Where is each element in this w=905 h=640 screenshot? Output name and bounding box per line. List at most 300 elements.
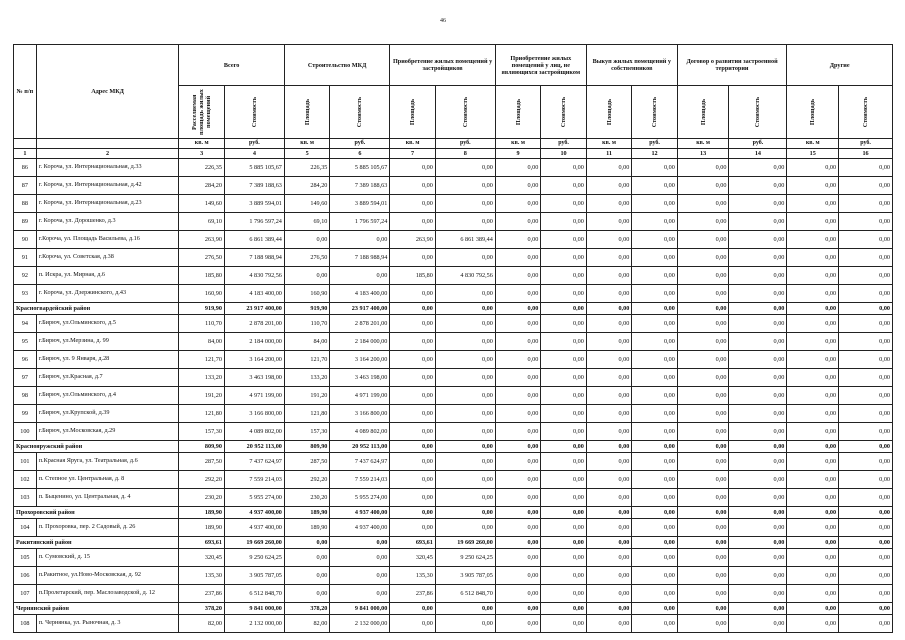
value-cell: 6 512 848,70 xyxy=(435,585,495,603)
value-cell: 4 830 792,56 xyxy=(435,267,495,285)
value-cell: 189,90 xyxy=(284,507,329,519)
value-cell: 0,00 xyxy=(677,549,729,567)
value-cell: 4 937 400,00 xyxy=(224,507,284,519)
value-cell: 0,00 xyxy=(541,267,586,285)
value-cell: 23 917 400,00 xyxy=(224,303,284,315)
value-cell: 0,00 xyxy=(330,537,390,549)
table-row xyxy=(14,549,893,567)
value-cell: 7 389 188,63 xyxy=(330,177,390,195)
value-cell: 0,00 xyxy=(390,333,435,351)
value-cell: 0,00 xyxy=(729,519,787,537)
value-cell: 0,00 xyxy=(541,471,586,489)
district-name: Ракитянский район xyxy=(14,537,179,549)
value-cell: 0,00 xyxy=(541,231,586,249)
value-cell: 0,00 xyxy=(787,231,839,249)
value-cell: 0,00 xyxy=(284,231,329,249)
value-cell: 149,60 xyxy=(284,195,329,213)
value-cell: 185,80 xyxy=(179,267,224,285)
header-area: Площадь xyxy=(284,86,329,139)
value-cell: 0,00 xyxy=(787,489,839,507)
value-cell: 0,00 xyxy=(632,333,678,351)
value-cell: 0,00 xyxy=(632,231,678,249)
value-cell: 0,00 xyxy=(787,267,839,285)
value-cell: 0,00 xyxy=(541,615,586,633)
value-cell: 0,00 xyxy=(495,267,540,285)
address-cell: г.Короча, ул. Площадь Васильева, д.16 xyxy=(36,231,179,249)
header-cost: Стоимость xyxy=(224,86,284,139)
value-cell: 0,00 xyxy=(632,387,678,405)
value-cell: 0,00 xyxy=(632,453,678,471)
unit-label: руб. xyxy=(839,139,893,149)
value-cell: 263,90 xyxy=(390,231,435,249)
column-number: 13 xyxy=(677,149,729,159)
value-cell: 0,00 xyxy=(677,159,729,177)
value-cell: 0,00 xyxy=(787,369,839,387)
header-area: Площадь xyxy=(586,86,631,139)
value-cell: 0,00 xyxy=(839,387,893,405)
header-cost: Стоимость xyxy=(330,86,390,139)
value-cell: 0,00 xyxy=(729,507,787,519)
value-cell: 0,00 xyxy=(435,507,495,519)
value-cell: 9 841 000,00 xyxy=(330,603,390,615)
value-cell: 19 669 260,00 xyxy=(224,537,284,549)
column-number: 3 xyxy=(179,149,224,159)
value-cell: 6 861 389,44 xyxy=(435,231,495,249)
value-cell: 0,00 xyxy=(729,267,787,285)
value-cell: 4 937 400,00 xyxy=(224,519,284,537)
table-row xyxy=(14,519,893,537)
value-cell: 263,90 xyxy=(179,231,224,249)
value-cell: 237,86 xyxy=(390,585,435,603)
value-cell: 0,00 xyxy=(495,195,540,213)
value-cell: 0,00 xyxy=(729,315,787,333)
value-cell: 2 878 201,00 xyxy=(330,315,390,333)
district-subtotal-row xyxy=(14,441,893,453)
value-cell: 7 437 624,97 xyxy=(224,453,284,471)
row-number: 86 xyxy=(14,159,37,177)
value-cell: 0,00 xyxy=(632,351,678,369)
value-cell: 0,00 xyxy=(677,303,729,315)
value-cell: 0,00 xyxy=(390,519,435,537)
value-cell: 0,00 xyxy=(677,441,729,453)
unit-label: руб. xyxy=(632,139,678,149)
value-cell: 0,00 xyxy=(541,213,586,231)
value-cell: 0,00 xyxy=(677,333,729,351)
value-cell: 110,70 xyxy=(179,315,224,333)
value-cell: 0,00 xyxy=(586,333,631,351)
value-cell: 0,00 xyxy=(495,585,540,603)
value-cell: 0,00 xyxy=(839,567,893,585)
value-cell: 5 955 274,00 xyxy=(330,489,390,507)
value-cell: 0,00 xyxy=(839,303,893,315)
unit-label: кв. м xyxy=(677,139,729,149)
column-number: 7 xyxy=(390,149,435,159)
value-cell: 0,00 xyxy=(390,441,435,453)
page-number: 46 xyxy=(440,18,446,24)
row-number: 87 xyxy=(14,177,37,195)
value-cell: 3 463 198,00 xyxy=(330,369,390,387)
row-number: 106 xyxy=(14,567,37,585)
value-cell: 809,90 xyxy=(179,441,224,453)
address-cell: п. Искра, ул. Мирная, д.6 xyxy=(36,267,179,285)
value-cell: 0,00 xyxy=(677,585,729,603)
address-cell: г.Бирюч, ул. 9 Января, д.28 xyxy=(36,351,179,369)
value-cell: 230,20 xyxy=(179,489,224,507)
value-cell: 82,00 xyxy=(179,615,224,633)
value-cell: 5 955 274,00 xyxy=(224,489,284,507)
row-number: 107 xyxy=(14,585,37,603)
value-cell: 0,00 xyxy=(495,615,540,633)
value-cell: 0,00 xyxy=(677,519,729,537)
value-cell: 189,90 xyxy=(179,507,224,519)
value-cell: 0,00 xyxy=(729,195,787,213)
value-cell: 121,80 xyxy=(284,405,329,423)
address-cell: п. Сумовский, д. 15 xyxy=(36,549,179,567)
value-cell: 0,00 xyxy=(787,213,839,231)
address-cell: п. Степное ул. Центральная, д. 8 xyxy=(36,471,179,489)
value-cell: 9 250 624,25 xyxy=(224,549,284,567)
header-group-development-agreement: Договор о развитии застроенной территории xyxy=(677,45,787,86)
unit-label: руб. xyxy=(541,139,586,149)
value-cell: 0,00 xyxy=(839,285,893,303)
address-cell: п. Прохоровка, пер. 2 Садовый, д. 26 xyxy=(36,519,179,537)
row-number: 100 xyxy=(14,423,37,441)
district-subtotal-row xyxy=(14,603,893,615)
value-cell: 0,00 xyxy=(677,285,729,303)
address-cell: г.Бирюч, ул.Ольминского, д.5 xyxy=(36,315,179,333)
value-cell: 4 937 400,00 xyxy=(330,519,390,537)
value-cell: 0,00 xyxy=(839,441,893,453)
table-row xyxy=(14,471,893,489)
value-cell: 3 889 594,01 xyxy=(224,195,284,213)
value-cell: 0,00 xyxy=(390,159,435,177)
value-cell: 0,00 xyxy=(541,177,586,195)
value-cell: 1 796 597,24 xyxy=(330,213,390,231)
value-cell: 0,00 xyxy=(586,267,631,285)
column-number: 15 xyxy=(787,149,839,159)
column-numbers-row xyxy=(14,149,893,159)
value-cell: 0,00 xyxy=(435,603,495,615)
value-cell: 2 184 000,00 xyxy=(224,333,284,351)
value-cell: 121,70 xyxy=(284,351,329,369)
header-cost: Стоимость xyxy=(435,86,495,139)
value-cell: 5 885 105,67 xyxy=(224,159,284,177)
value-cell: 0,00 xyxy=(495,453,540,471)
value-cell: 4 971 199,00 xyxy=(330,387,390,405)
value-cell: 0,00 xyxy=(839,351,893,369)
value-cell: 0,00 xyxy=(632,249,678,267)
value-cell: 3 905 787,05 xyxy=(435,567,495,585)
value-cell: 84,00 xyxy=(284,333,329,351)
row-number: 102 xyxy=(14,471,37,489)
value-cell: 0,00 xyxy=(729,489,787,507)
value-cell: 0,00 xyxy=(390,489,435,507)
value-cell: 0,00 xyxy=(632,267,678,285)
value-cell: 3 166 800,00 xyxy=(224,405,284,423)
value-cell: 0,00 xyxy=(787,405,839,423)
address-cell: г. Короча, ул. Дорошенко, д.3 xyxy=(36,213,179,231)
table-row xyxy=(14,615,893,633)
value-cell: 0,00 xyxy=(586,537,631,549)
value-cell: 0,00 xyxy=(541,195,586,213)
value-cell: 0,00 xyxy=(330,585,390,603)
value-cell: 919,90 xyxy=(284,303,329,315)
value-cell: 0,00 xyxy=(586,195,631,213)
address-cell: г.Бирюч, ул.Ольминского, д.4 xyxy=(36,387,179,405)
value-cell: 191,20 xyxy=(284,387,329,405)
value-cell: 0,00 xyxy=(541,519,586,537)
value-cell: 693,61 xyxy=(179,537,224,549)
value-cell: 0,00 xyxy=(495,603,540,615)
value-cell: 0,00 xyxy=(729,177,787,195)
row-number: 90 xyxy=(14,231,37,249)
value-cell: 0,00 xyxy=(632,471,678,489)
value-cell: 0,00 xyxy=(787,177,839,195)
value-cell: 0,00 xyxy=(495,285,540,303)
value-cell: 0,00 xyxy=(677,537,729,549)
value-cell: 0,00 xyxy=(541,369,586,387)
address-cell: г.Короча, ул. Советская, д.38 xyxy=(36,249,179,267)
value-cell: 0,00 xyxy=(586,249,631,267)
value-cell: 0,00 xyxy=(390,423,435,441)
value-cell: 0,00 xyxy=(586,285,631,303)
value-cell: 0,00 xyxy=(677,231,729,249)
table-row xyxy=(14,177,893,195)
district-name: Прохоровский район xyxy=(14,507,179,519)
value-cell: 292,20 xyxy=(284,471,329,489)
value-cell: 0,00 xyxy=(495,549,540,567)
value-cell: 0,00 xyxy=(284,549,329,567)
table-row xyxy=(14,585,893,603)
value-cell: 0,00 xyxy=(495,351,540,369)
value-cell: 4 183 400,00 xyxy=(224,285,284,303)
value-cell: 287,50 xyxy=(179,453,224,471)
value-cell: 149,60 xyxy=(179,195,224,213)
value-cell: 135,30 xyxy=(179,567,224,585)
value-cell: 0,00 xyxy=(541,603,586,615)
value-cell: 0,00 xyxy=(839,249,893,267)
value-cell: 0,00 xyxy=(586,315,631,333)
value-cell: 0,00 xyxy=(632,585,678,603)
value-cell: 0,00 xyxy=(586,507,631,519)
value-cell: 0,00 xyxy=(632,285,678,303)
value-cell: 0,00 xyxy=(787,549,839,567)
value-cell: 189,90 xyxy=(179,519,224,537)
value-cell: 0,00 xyxy=(787,159,839,177)
value-cell: 0,00 xyxy=(541,453,586,471)
value-cell: 0,00 xyxy=(787,441,839,453)
address-cell: п.Ракитное, ул.Ново-Московская, д. 92 xyxy=(36,567,179,585)
value-cell: 0,00 xyxy=(586,213,631,231)
value-cell: 0,00 xyxy=(541,387,586,405)
value-cell: 0,00 xyxy=(495,315,540,333)
table-row xyxy=(14,333,893,351)
value-cell: 7 389 188,63 xyxy=(224,177,284,195)
value-cell: 4 089 802,00 xyxy=(224,423,284,441)
value-cell: 4 089 802,00 xyxy=(330,423,390,441)
value-cell: 0,00 xyxy=(330,267,390,285)
table-row xyxy=(14,489,893,507)
value-cell: 0,00 xyxy=(390,615,435,633)
value-cell: 4 971 199,00 xyxy=(224,387,284,405)
value-cell: 276,50 xyxy=(284,249,329,267)
district-subtotal-row xyxy=(14,537,893,549)
value-cell: 0,00 xyxy=(729,351,787,369)
value-cell: 0,00 xyxy=(632,537,678,549)
unit-label: руб. xyxy=(729,139,787,149)
row-number: 98 xyxy=(14,387,37,405)
value-cell: 0,00 xyxy=(787,285,839,303)
value-cell: 0,00 xyxy=(839,603,893,615)
value-cell: 0,00 xyxy=(729,537,787,549)
value-cell: 0,00 xyxy=(729,453,787,471)
value-cell: 0,00 xyxy=(677,567,729,585)
value-cell: 0,00 xyxy=(677,471,729,489)
value-cell: 0,00 xyxy=(729,441,787,453)
value-cell: 0,00 xyxy=(839,453,893,471)
value-cell: 0,00 xyxy=(586,177,631,195)
value-cell: 0,00 xyxy=(632,441,678,453)
value-cell: 0,00 xyxy=(787,195,839,213)
value-cell: 0,00 xyxy=(586,303,631,315)
value-cell: 157,30 xyxy=(284,423,329,441)
value-cell: 0,00 xyxy=(435,333,495,351)
value-cell: 0,00 xyxy=(495,471,540,489)
value-cell: 0,00 xyxy=(729,471,787,489)
value-cell: 0,00 xyxy=(729,213,787,231)
value-cell: 230,20 xyxy=(284,489,329,507)
value-cell: 226,35 xyxy=(284,159,329,177)
value-cell: 0,00 xyxy=(586,603,631,615)
value-cell: 0,00 xyxy=(632,519,678,537)
value-cell: 69,10 xyxy=(179,213,224,231)
value-cell: 0,00 xyxy=(839,423,893,441)
value-cell: 121,80 xyxy=(179,405,224,423)
value-cell: 0,00 xyxy=(787,351,839,369)
value-cell: 0,00 xyxy=(729,603,787,615)
value-cell: 284,20 xyxy=(284,177,329,195)
value-cell: 0,00 xyxy=(677,615,729,633)
value-cell: 0,00 xyxy=(787,585,839,603)
value-cell: 0,00 xyxy=(632,567,678,585)
table-row xyxy=(14,369,893,387)
value-cell: 0,00 xyxy=(495,333,540,351)
district-subtotal-row xyxy=(14,303,893,315)
value-cell: 0,00 xyxy=(541,315,586,333)
value-cell: 0,00 xyxy=(541,285,586,303)
address-cell: п.Пролетарский, пер. Маслозаводской, д. 12 xyxy=(36,585,179,603)
unit-label: кв. м xyxy=(787,139,839,149)
value-cell: 0,00 xyxy=(632,489,678,507)
value-cell: 0,00 xyxy=(390,213,435,231)
district-name: Чернянский район xyxy=(14,603,179,615)
value-cell: 6 861 389,44 xyxy=(224,231,284,249)
row-number: 94 xyxy=(14,315,37,333)
value-cell: 3 164 200,00 xyxy=(330,351,390,369)
address-cell: г.Бирюч, ул.Красная, д.7 xyxy=(36,369,179,387)
table-row xyxy=(14,267,893,285)
value-cell: 0,00 xyxy=(435,159,495,177)
value-cell: 0,00 xyxy=(541,423,586,441)
value-cell: 0,00 xyxy=(390,387,435,405)
value-cell: 0,00 xyxy=(586,441,631,453)
row-number: 101 xyxy=(14,453,37,471)
value-cell: 0,00 xyxy=(541,507,586,519)
value-cell: 0,00 xyxy=(729,333,787,351)
value-cell: 0,00 xyxy=(390,507,435,519)
header-cost: Стоимость xyxy=(729,86,787,139)
value-cell: 693,61 xyxy=(390,537,435,549)
value-cell: 0,00 xyxy=(541,489,586,507)
address-cell: п. Быценино, ул. Центральная, д. 4 xyxy=(36,489,179,507)
value-cell: 0,00 xyxy=(729,249,787,267)
table-body xyxy=(14,159,893,633)
value-cell: 9 250 624,25 xyxy=(435,549,495,567)
value-cell: 292,20 xyxy=(179,471,224,489)
header-address: Адрес МКД xyxy=(36,45,179,139)
value-cell: 121,70 xyxy=(179,351,224,369)
column-number: 4 xyxy=(224,149,284,159)
value-cell: 0,00 xyxy=(677,351,729,369)
table-row xyxy=(14,285,893,303)
value-cell: 0,00 xyxy=(495,369,540,387)
value-cell: 0,00 xyxy=(632,315,678,333)
header-group-nondeveloper-purchase: Приобретение жилых помещений у лиц, не являющихся застройщиком xyxy=(495,45,586,86)
value-cell: 0,00 xyxy=(677,195,729,213)
value-cell: 0,00 xyxy=(495,177,540,195)
unit-label: кв. м xyxy=(495,139,540,149)
value-cell: 0,00 xyxy=(586,615,631,633)
value-cell: 0,00 xyxy=(787,471,839,489)
header-area: Площадь xyxy=(787,86,839,139)
value-cell: 157,30 xyxy=(179,423,224,441)
value-cell: 0,00 xyxy=(390,195,435,213)
value-cell: 133,20 xyxy=(284,369,329,387)
value-cell: 4 183 400,00 xyxy=(330,285,390,303)
value-cell: 19 669 260,00 xyxy=(435,537,495,549)
row-number: 89 xyxy=(14,213,37,231)
value-cell: 0,00 xyxy=(586,549,631,567)
value-cell: 0,00 xyxy=(632,177,678,195)
value-cell: 191,20 xyxy=(179,387,224,405)
value-cell: 0,00 xyxy=(729,423,787,441)
table-row xyxy=(14,159,893,177)
table-row xyxy=(14,423,893,441)
value-cell: 133,20 xyxy=(179,369,224,387)
value-cell: 0,00 xyxy=(541,537,586,549)
row-number: 95 xyxy=(14,333,37,351)
value-cell: 0,00 xyxy=(787,453,839,471)
value-cell: 4 937 400,00 xyxy=(330,507,390,519)
row-number: 96 xyxy=(14,351,37,369)
table-row xyxy=(14,195,893,213)
value-cell: 0,00 xyxy=(435,315,495,333)
value-cell: 0,00 xyxy=(390,285,435,303)
value-cell: 0,00 xyxy=(435,303,495,315)
value-cell: 2 184 000,00 xyxy=(330,333,390,351)
value-cell: 135,30 xyxy=(390,567,435,585)
column-number: 14 xyxy=(729,149,787,159)
value-cell: 0,00 xyxy=(541,549,586,567)
value-cell: 0,00 xyxy=(787,315,839,333)
value-cell: 189,90 xyxy=(284,519,329,537)
value-cell: 0,00 xyxy=(435,615,495,633)
column-number: 10 xyxy=(541,149,586,159)
value-cell: 0,00 xyxy=(330,549,390,567)
value-cell: 0,00 xyxy=(435,249,495,267)
value-cell: 0,00 xyxy=(541,585,586,603)
value-cell: 0,00 xyxy=(839,549,893,567)
